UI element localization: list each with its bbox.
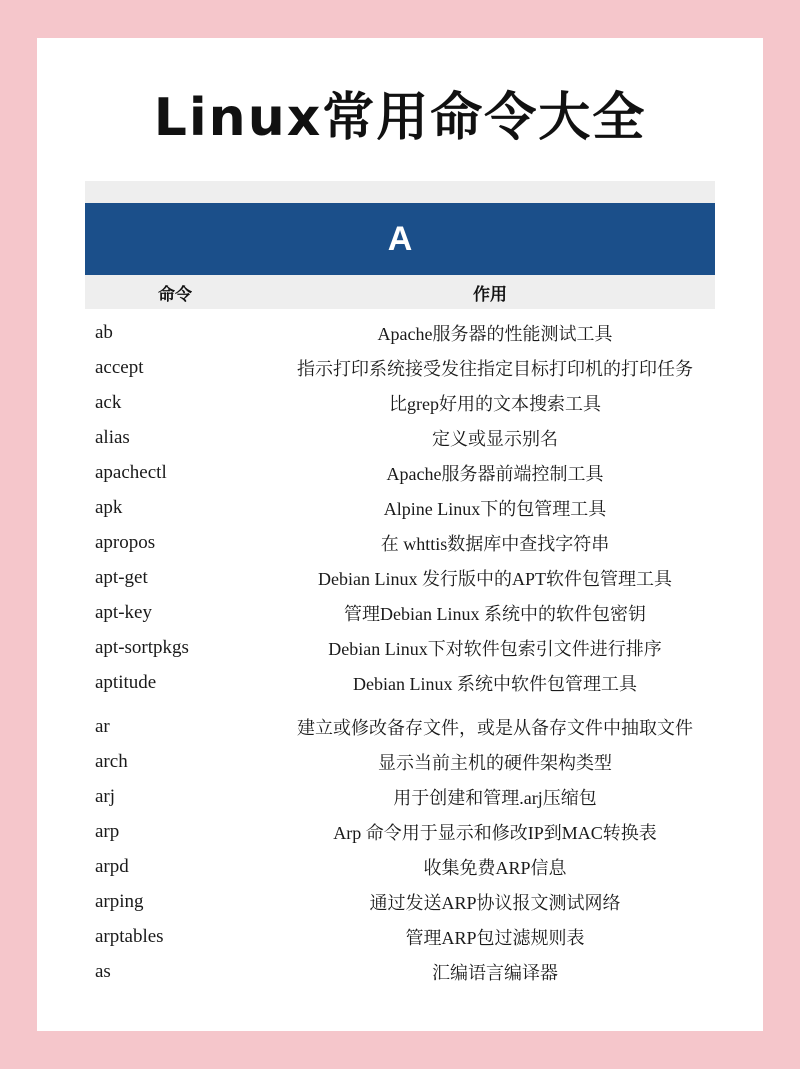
table-row bbox=[85, 595, 715, 630]
column-header-command: 命令 bbox=[158, 284, 192, 304]
cell-description: 显示当前主机的硬件架构类型 bbox=[378, 752, 612, 773]
cell-description: 比grep好用的文本搜索工具 bbox=[389, 393, 601, 414]
cell-command: aptitude bbox=[95, 671, 157, 693]
table-row bbox=[85, 630, 715, 665]
table-row bbox=[85, 954, 715, 989]
table-row bbox=[85, 779, 715, 814]
cell-command: arpd bbox=[95, 855, 129, 877]
command-table bbox=[37, 181, 763, 989]
cell-command: arch bbox=[95, 750, 128, 772]
table-row bbox=[85, 385, 715, 420]
table-row bbox=[85, 884, 715, 919]
cell-description: Debian Linux 发行版中的APT软件包管理工具 bbox=[318, 568, 672, 589]
cell-description: Alpine Linux下的包管理工具 bbox=[383, 498, 607, 519]
table-body bbox=[85, 309, 715, 989]
cell-command: arping bbox=[95, 890, 144, 912]
cell-description: 指示打印系统接受发往指定目标打印机的打印任务 bbox=[297, 358, 693, 379]
cell-description: 管理ARP包过滤规则表 bbox=[405, 927, 585, 948]
cell-description: 汇编语言编译器 bbox=[432, 962, 558, 983]
table-row bbox=[85, 315, 715, 350]
table-row bbox=[85, 709, 715, 744]
cell-description: 定义或显示别名 bbox=[432, 428, 558, 449]
cell-command: apt-key bbox=[95, 601, 152, 623]
cell-command: arj bbox=[95, 785, 116, 807]
cell-description: 通过发送ARP协议报文测试网络 bbox=[369, 892, 621, 913]
cell-command: apropos bbox=[95, 531, 156, 553]
section-letter-header: A bbox=[85, 203, 715, 275]
cell-description: Apache服务器前端控制工具 bbox=[386, 463, 604, 484]
cell-command: alias bbox=[95, 426, 130, 448]
cell-description: Debian Linux 系统中软件包管理工具 bbox=[353, 673, 637, 694]
cell-command: arptables bbox=[95, 925, 164, 947]
column-header-description: 作用 bbox=[473, 284, 507, 304]
table-row bbox=[85, 350, 715, 385]
table-row bbox=[85, 455, 715, 490]
cell-description: 用于创建和管理.arj压缩包 bbox=[393, 787, 597, 808]
table-row bbox=[85, 560, 715, 595]
table-row bbox=[85, 919, 715, 954]
cell-command: apt-sortpkgs bbox=[95, 636, 189, 658]
cell-description: Debian Linux下对软件包索引文件进行排序 bbox=[328, 638, 662, 659]
table-row bbox=[85, 665, 715, 700]
cell-description: Apache服务器的性能测试工具 bbox=[377, 323, 613, 344]
column-header-row bbox=[85, 275, 715, 309]
table-row bbox=[85, 525, 715, 560]
cell-command: as bbox=[95, 960, 111, 982]
cell-description: 收集免费ARP信息 bbox=[423, 857, 567, 878]
table-row bbox=[85, 420, 715, 455]
cell-command: accept bbox=[95, 356, 144, 378]
cell-description: 建立或修改备存文件，或是从备存文件中抽取文件 bbox=[297, 717, 693, 738]
cell-command: apachectl bbox=[95, 461, 167, 483]
page-title: Linux常用命令大全 bbox=[153, 88, 647, 148]
cell-command: ack bbox=[95, 391, 122, 413]
cell-command: ar bbox=[95, 715, 110, 737]
cell-command: arp bbox=[95, 820, 120, 842]
table-row bbox=[85, 744, 715, 779]
poster-card bbox=[37, 38, 763, 1031]
cell-command: ab bbox=[95, 321, 113, 343]
table-top-strip bbox=[85, 181, 715, 203]
cell-command: apt-get bbox=[95, 566, 148, 588]
table-row bbox=[85, 490, 715, 525]
cell-description: 在 whttis数据库中查找字符串 bbox=[380, 533, 610, 554]
cell-description: 管理Debian Linux 系统中的软件包密钥 bbox=[344, 603, 646, 624]
table-row bbox=[85, 849, 715, 884]
table-row bbox=[85, 814, 715, 849]
cell-description: Arp 命令用于显示和修改IP到MAC转换表 bbox=[333, 822, 657, 843]
cell-command: apk bbox=[95, 496, 123, 518]
